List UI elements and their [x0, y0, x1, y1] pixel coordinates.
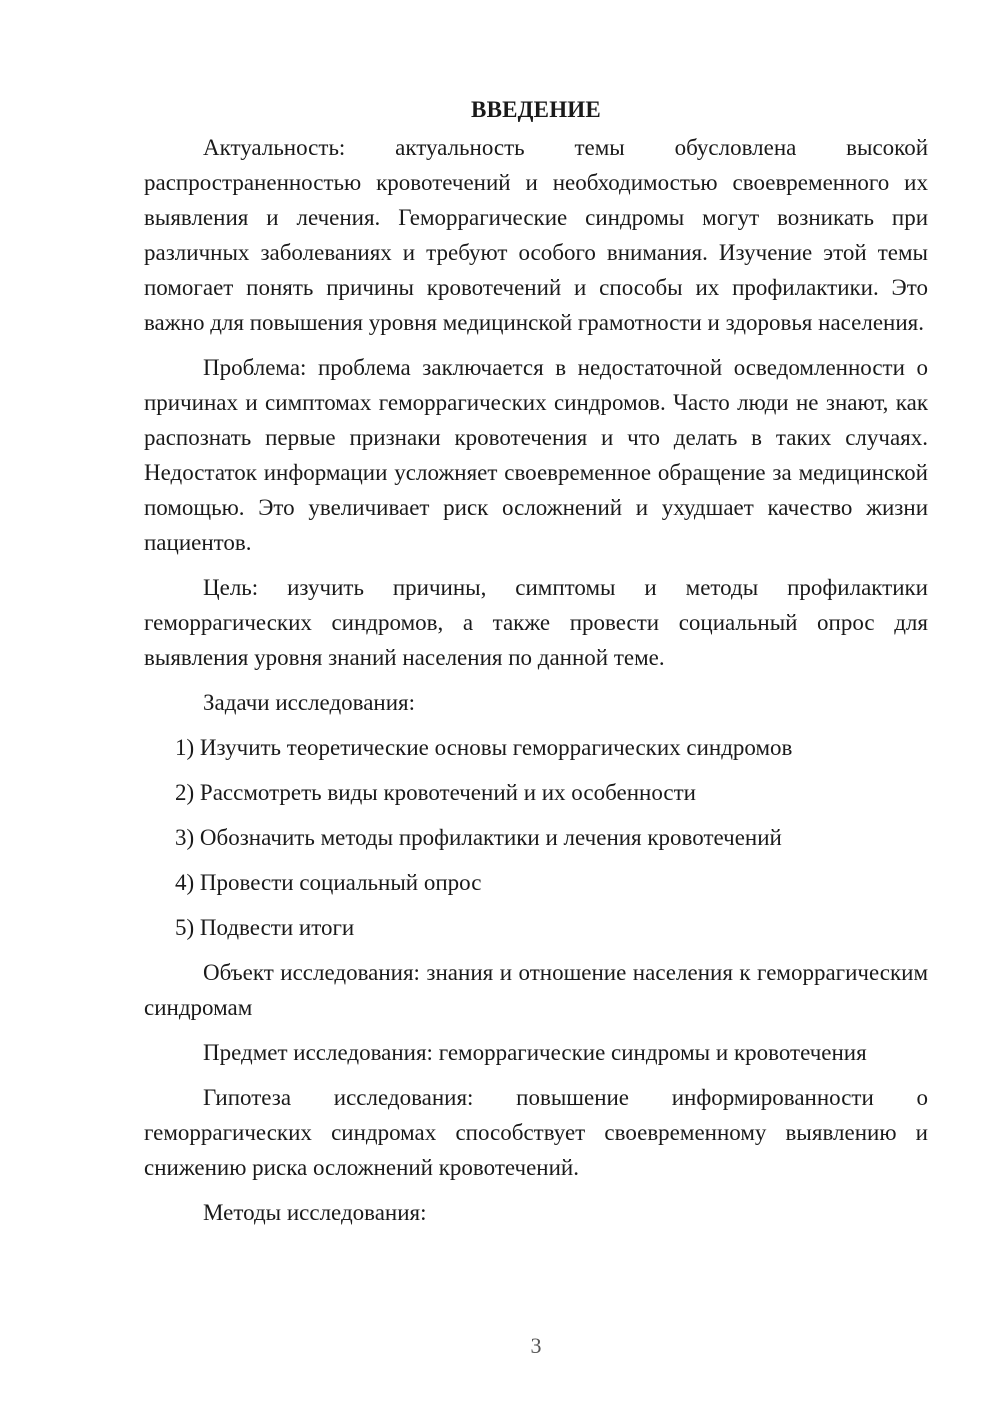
task-item-2: 2) Рассмотреть виды кровотечений и их особенности	[175, 780, 696, 805]
problem-paragraph: Проблема: проблема заключается в недостаточной осведомленности о причинах и симптомах геморрагических синдромов. Часто люди не знают, как распознать первые признаки кровотечения и что делать в таких случаях. Недостаток информации усложняет своевременное обращение за медицинской помощью. Это увеличивает риск осложнений и ухудшает качество жизни пациентов.	[144, 355, 928, 555]
tasks-list	[144, 730, 928, 945]
page-content	[144, 92, 928, 1240]
page-number: 3	[530, 1333, 542, 1358]
task-item-5: 5) Подвести итоги	[175, 915, 355, 940]
methods-paragraph: Методы исследования:	[203, 1200, 427, 1225]
goal-paragraph: Цель: изучить причины, симптомы и методы профилактики геморрагических синдромов, а также провести социальный опрос для выявления уровня знаний населения по данной теме.	[144, 575, 928, 670]
relevance-paragraph: Актуальность: актуальность темы обусловлена высокой распространенностью кровотечений и необходимостью своевременного их выявления и лечения. Геморрагические синдромы могут возникать при различных заболеваниях и требуют особого внимания. Изучение этой темы помогает понять причины кровотечений и способы их профилактики. Это важно для повышения уровня медицинской грамотности и здоровья населения.	[144, 135, 928, 335]
task-item-3: 3) Обозначить методы профилактики и лечения кровотечений	[175, 825, 782, 850]
hypothesis-paragraph: Гипотеза исследования: повышение информированности о геморрагических синдромах способствует своевременному выявлению и снижению риска осложнений кровотечений.	[144, 1085, 928, 1180]
tasks-heading: Задачи исследования:	[203, 690, 416, 715]
subject-paragraph: Предмет исследования: геморрагические синдромы и кровотечения	[203, 1040, 867, 1065]
object-paragraph: Объект исследования: знания и отношение населения к геморрагическим синдромам	[144, 960, 928, 1020]
task-item-1: 1) Изучить теоретические основы геморрагических синдромов	[175, 735, 793, 760]
section-title: ВВЕДЕНИЕ	[471, 97, 601, 122]
task-item-4: 4) Провести социальный опрос	[175, 870, 482, 895]
